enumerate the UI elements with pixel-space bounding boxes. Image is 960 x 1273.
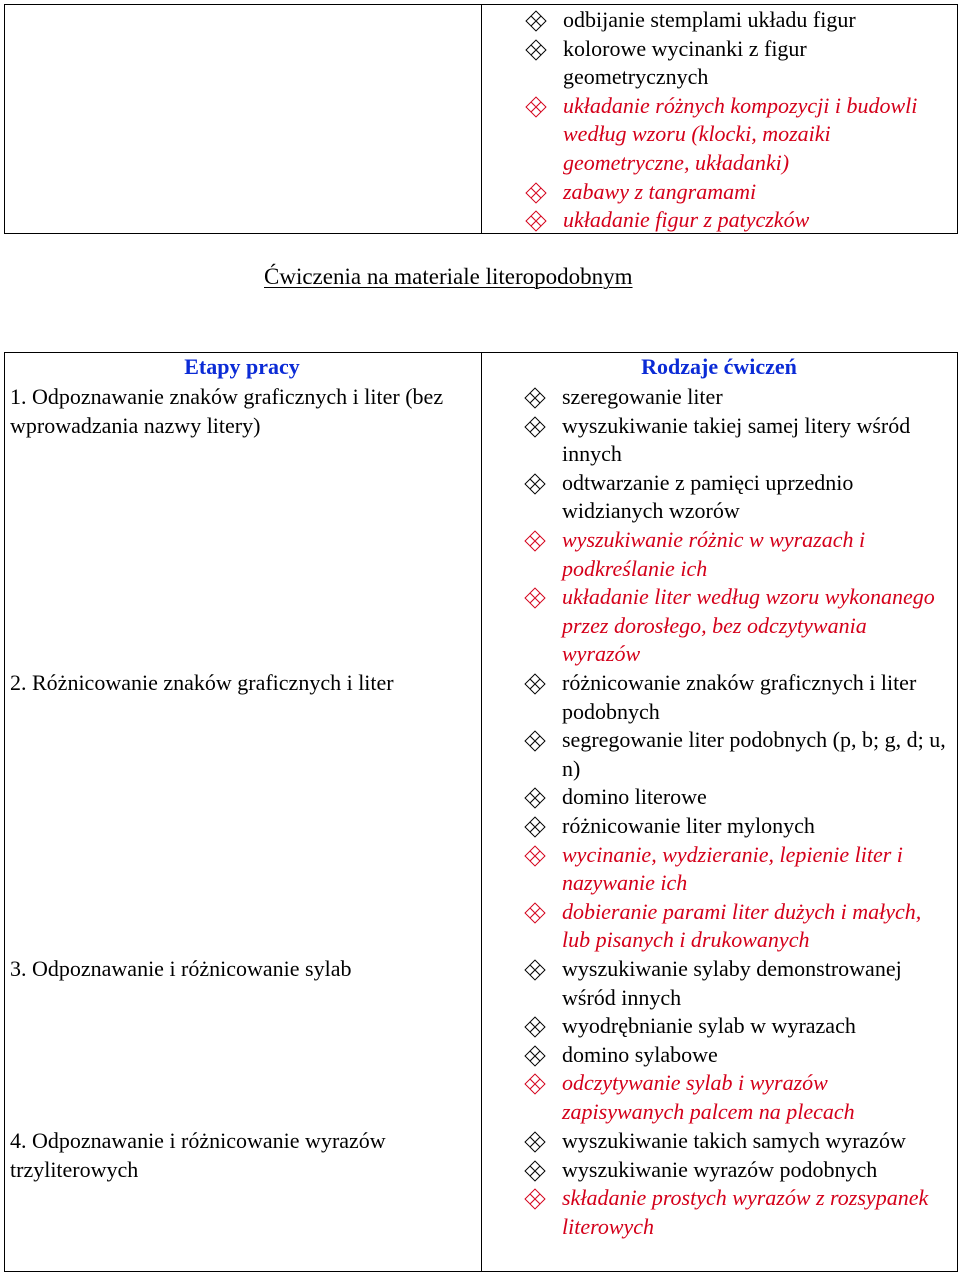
diamond-bullet-icon <box>526 847 543 864</box>
list-item <box>526 583 946 669</box>
list-item-text: odtwarzanie z pamięci uprzednio widzianych wzorów <box>562 469 854 524</box>
list-item-text: odbijanie stemplami układu figur <box>563 7 856 32</box>
diamond-bullet-icon <box>526 732 543 749</box>
list-item-text: zabawy z tangramami <box>563 178 757 204</box>
list-item <box>526 783 946 812</box>
diamond-bullet-icon <box>526 389 543 406</box>
header-exercises: Rodzaje ćwiczeń <box>641 354 797 379</box>
list-item-text: szeregowanie liter <box>562 384 723 409</box>
exercise-list <box>526 383 946 669</box>
diamond-bullet-icon <box>526 418 543 435</box>
section-heading: Ćwiczenia na materiale literopodobnym <box>264 264 633 289</box>
diamond-bullet-icon <box>527 41 544 58</box>
diamond-bullet-icon <box>526 589 543 606</box>
list-item-text: wyszukiwanie wyrazów podobnych <box>562 1156 878 1182</box>
diamond-bullet-icon <box>526 532 543 549</box>
list-item <box>526 1041 946 1070</box>
diamond-bullet-icon <box>526 475 543 492</box>
diamond-bullet-icon <box>526 961 543 978</box>
diamond-bullet-icon <box>526 1190 543 1207</box>
list-item <box>527 6 947 35</box>
diamond-bullet-icon <box>526 904 543 921</box>
list-item <box>526 1156 946 1185</box>
list-item <box>526 955 946 1012</box>
exercise-list <box>526 955 946 1127</box>
column-divider <box>481 5 482 233</box>
diamond-bullet-icon <box>526 1047 543 1064</box>
list-item-text: wyszukiwanie takiej samej litery wśród innych <box>562 412 911 467</box>
list-item-text: układanie figur z patyczków <box>563 207 810 233</box>
list-item <box>526 1069 946 1126</box>
list-item-text: układanie różnych kompozycji i budowli według wzoru (klocki, mozaiki geometryczne, układanki) <box>563 92 918 175</box>
list-item <box>526 812 946 841</box>
diamond-bullet-icon <box>526 1133 543 1150</box>
top-exercise-list <box>527 5 947 235</box>
list-item <box>526 1184 946 1241</box>
diamond-bullet-icon <box>527 212 544 229</box>
list-item <box>526 1012 946 1041</box>
list-item-text: odczytywanie sylab i wyrazów zapisywanych palcem na plecach <box>562 1070 855 1124</box>
list-item-text: kolorowe wycinanki z figur geometrycznych <box>563 35 807 90</box>
stage-label: 2. Różnicowanie znaków graficznych i liter <box>10 670 394 695</box>
diamond-bullet-icon <box>526 675 543 692</box>
list-item-text: różnicowanie znaków graficznych i liter podobnych <box>562 670 917 724</box>
list-item-text: domino literowe <box>562 784 707 810</box>
list-item-text: wyszukiwanie różnic w wyrazach i podkreślanie ich <box>562 526 866 581</box>
list-item <box>526 841 946 898</box>
list-item-text: wyszukiwanie takich samych wyrazów <box>562 1128 906 1153</box>
exercise-list <box>526 669 946 955</box>
list-item <box>526 469 946 526</box>
list-item-text: wycinanie, wydzieranie, lepienie liter i nazywanie ich <box>562 841 903 896</box>
list-item <box>526 1127 946 1156</box>
list-item-text: segregowanie liter podobnych (p, b; g, d; u, n) <box>562 727 946 781</box>
diamond-bullet-icon <box>527 184 544 201</box>
stage-label: 1. Odpoznawanie znaków graficznych i liter (bez wprowadzania nazwy litery) <box>10 384 444 438</box>
list-item-text: domino sylabowe <box>562 1041 718 1067</box>
list-item <box>527 178 947 207</box>
diamond-bullet-icon <box>526 1075 543 1092</box>
list-item <box>526 898 946 955</box>
stage-label: 3. Odpoznawanie i różnicowanie sylab <box>10 956 352 981</box>
diamond-bullet-icon <box>526 818 543 835</box>
list-item-text: różnicowanie liter mylonych <box>562 812 815 838</box>
diamond-bullet-icon <box>527 98 544 115</box>
list-item <box>526 669 946 726</box>
list-item-text: składanie prostych wyrazów z rozsypanek literowych <box>562 1185 929 1239</box>
diamond-bullet-icon <box>527 12 544 29</box>
list-item-text: wyszukiwanie sylaby demonstrowanej wśród innych <box>562 956 902 1010</box>
list-item-text: wyodrębnianie sylab w wyrazach <box>562 1013 856 1039</box>
list-item <box>526 383 946 412</box>
exercise-list <box>526 1127 946 1241</box>
list-item <box>526 726 946 783</box>
top-table <box>4 4 958 234</box>
list-item <box>527 206 947 235</box>
diamond-bullet-icon <box>526 1018 543 1035</box>
column-divider <box>481 353 482 1271</box>
diamond-bullet-icon <box>526 789 543 806</box>
list-item <box>527 35 947 92</box>
header-stages: Etapy pracy <box>184 354 300 379</box>
diamond-bullet-icon <box>526 1162 543 1179</box>
list-item <box>527 92 947 178</box>
list-item <box>526 526 946 583</box>
list-item <box>526 412 946 469</box>
list-item-text: dobieranie parami liter dużych i małych, lub pisanych i drukowanych <box>562 898 922 953</box>
list-item-text: układanie liter według wzoru wykonanego przez dorosłego, bez odczytywania wyrazów <box>562 584 935 667</box>
stage-label: 4. Odpoznawanie i różnicowanie wyrazów trzyliterowych <box>10 1128 386 1182</box>
